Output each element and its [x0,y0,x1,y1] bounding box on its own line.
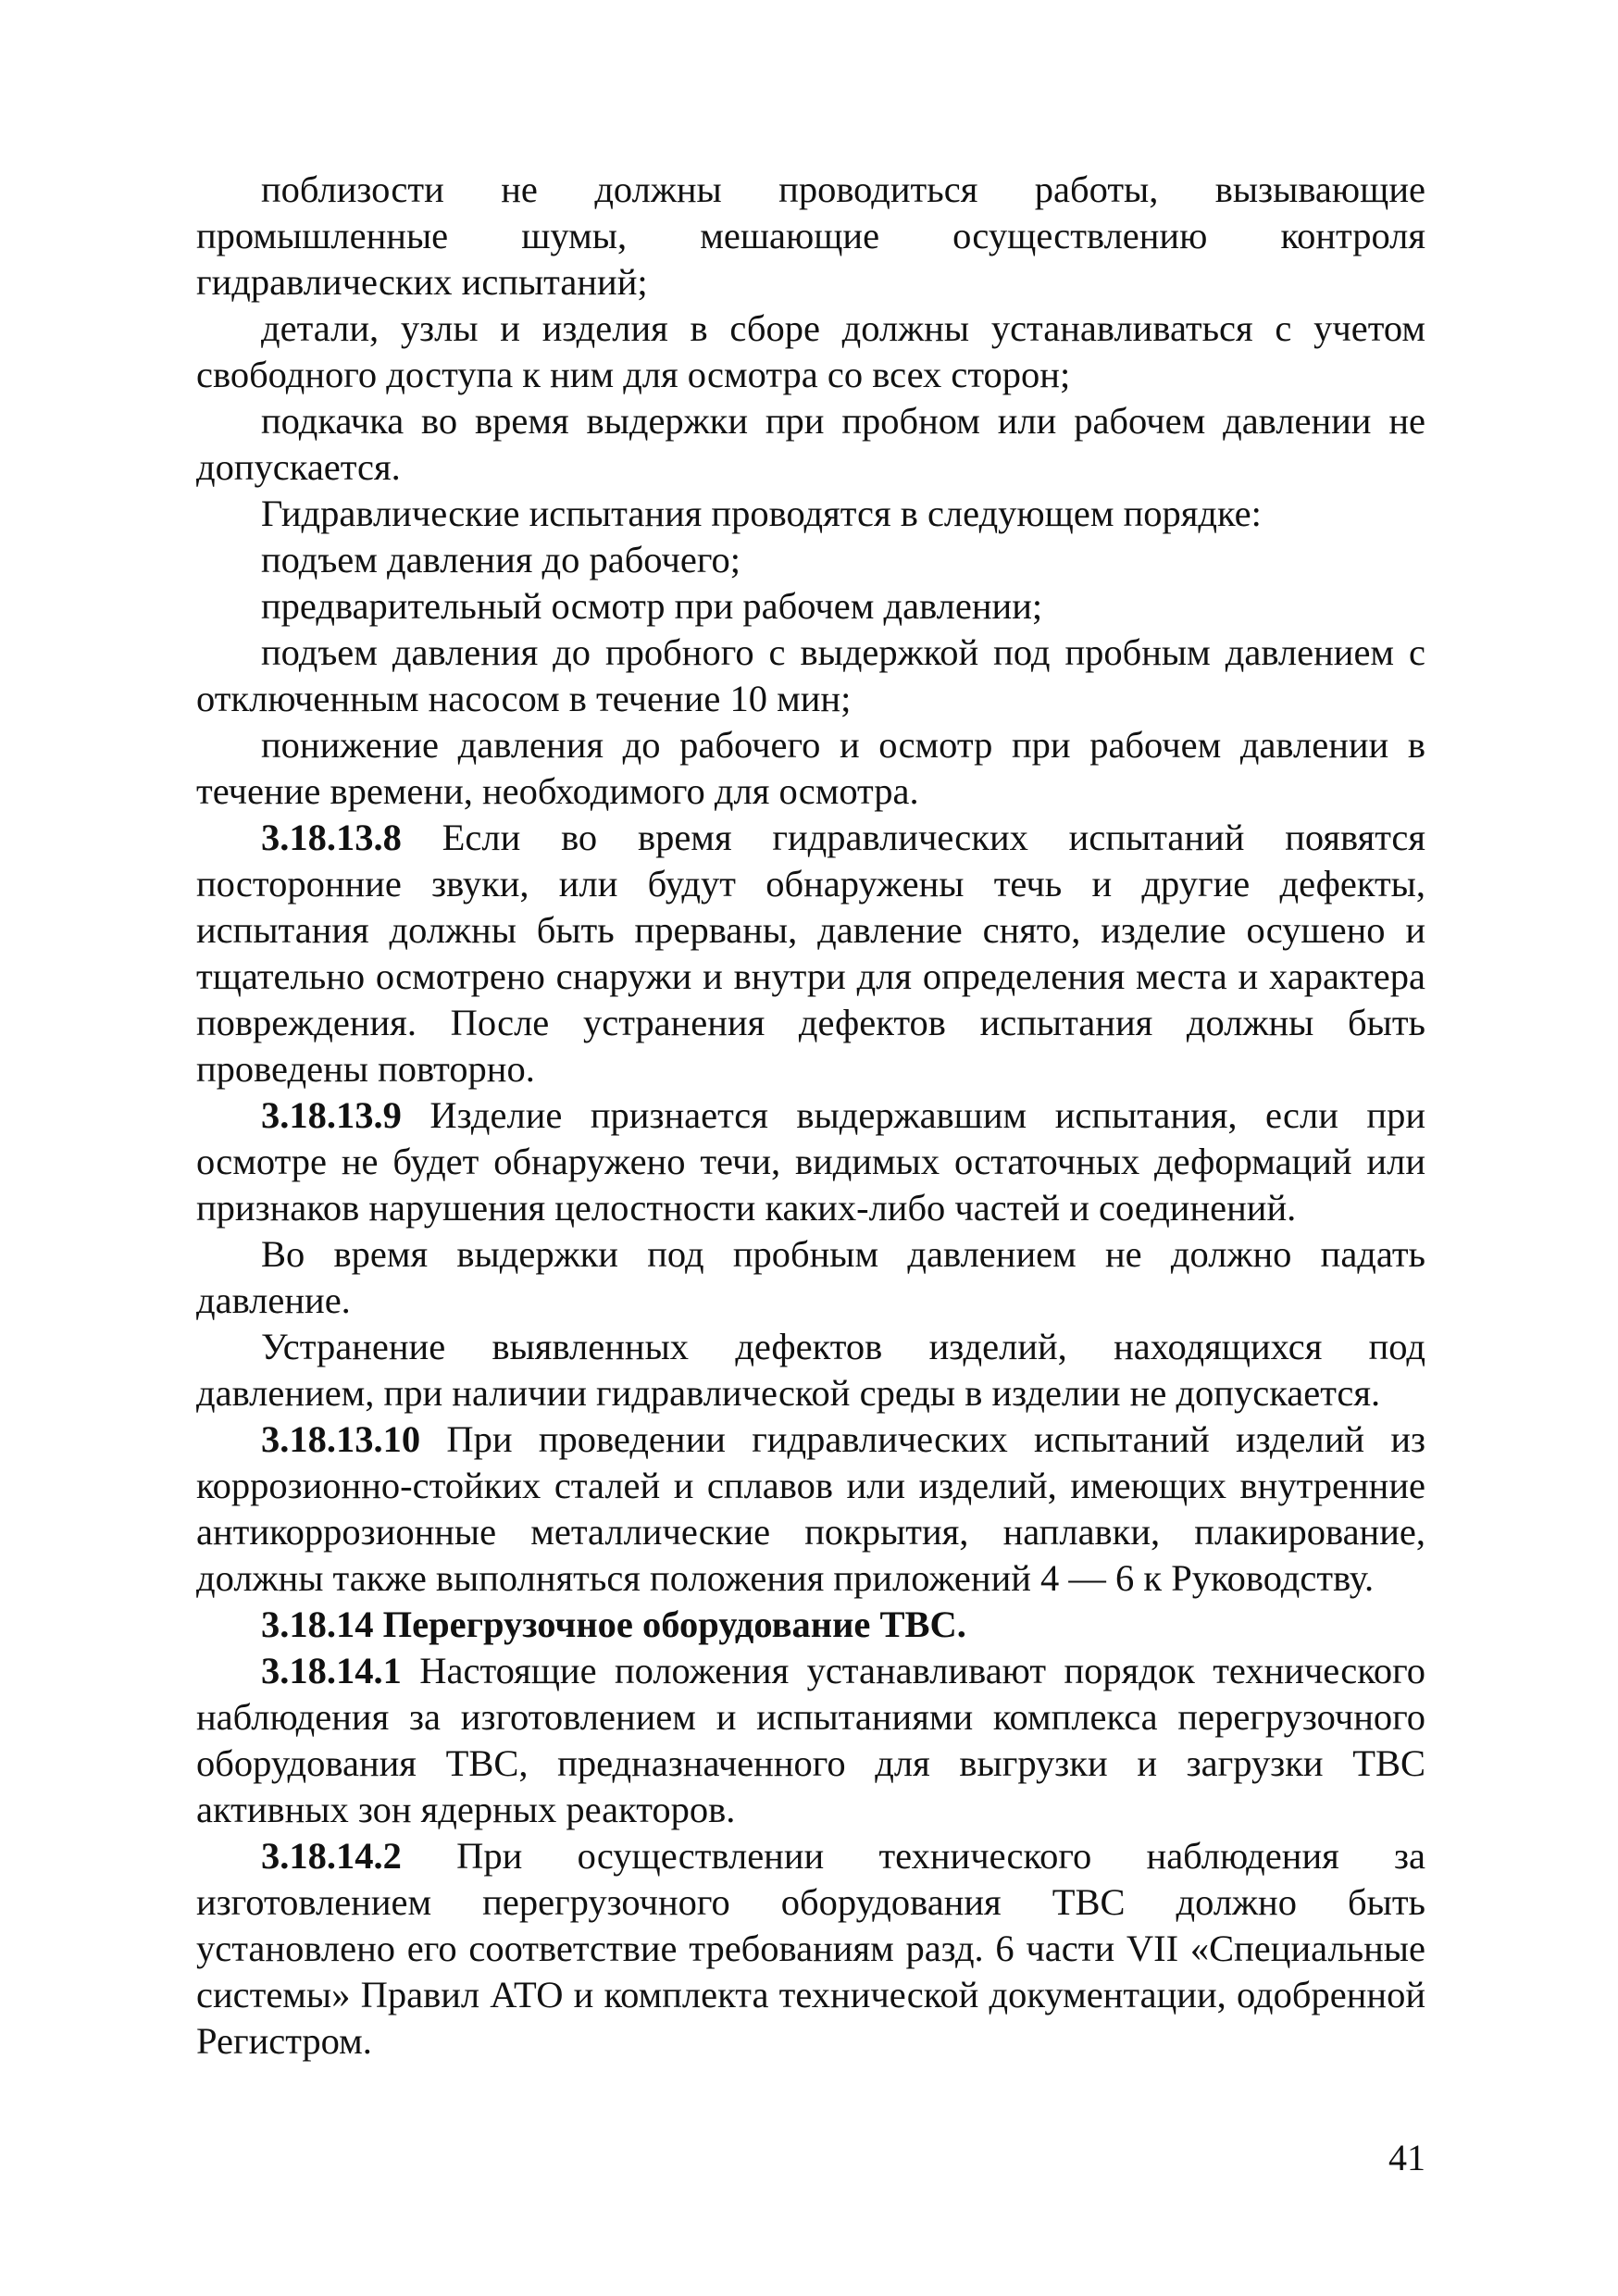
paragraph [196,1231,1425,1324]
page-number: 41 [1388,2137,1425,2178]
paragraph [196,398,1425,491]
paragraph-text: подъем давления до рабочего; [261,539,741,580]
paragraph [196,1416,1425,1602]
paragraph-text: Если во время гидравлических испытаний появятся посторонние звуки, или будут обнаружены течь и другие дефекты, испытания должны быть прерваны, давление снято, изделие осушено и тщательно осмотрено снаружи и внутри для определения места и характера повреждения. После устранения дефектов испытания должны быть проведены повторно. [196,817,1425,1090]
paragraph [196,1324,1425,1416]
paragraph [196,722,1425,815]
paragraph [196,1648,1425,1833]
paragraph-text: Устранение выявленных дефектов изделий, находящихся под давлением, при наличии гидравлической среды в изделии не допускается. [196,1326,1425,1414]
paragraph [196,815,1425,1092]
paragraph-text: предварительный осмотр при рабочем давлении; [261,585,1043,627]
paragraph-text: детали, узлы и изделия в сборе должны устанавливаться с учетом свободного доступа к ним для осмотра со всех сторон; [196,307,1425,395]
section-heading-text: 3.18.14 Перегрузочное оборудование ТВС. [261,1603,966,1645]
paragraph-text: При проведении гидравлических испытаний изделий из коррозионно-стойких сталей и сплавов или изделий, имеющих внутренние антикоррозионные металлические покрытия, наплавки, плакирование, должны также выполняться положения приложений 4 — 6 к Руководству. [196,1418,1425,1599]
paragraph-number: 3.18.13.10 [261,1418,421,1460]
paragraph-number: 3.18.13.9 [261,1094,402,1136]
paragraph-text: Изделие признается выдержавшим испытания, если при осмотре не будет обнаружено течи, видимых остаточных деформаций или признаков нарушения целостности каких-либо частей и соединений. [196,1094,1425,1229]
paragraph-text: подкачка во время выдержки при пробном или рабочем давлении не допускается. [196,400,1425,488]
document-body [196,167,1425,2065]
paragraph-text: При осуществлении технического наблюдения за изготовлением перегрузочного оборудования ТВС должно быть установлено его соответствие требованиям разд. 6 части VII «Специальные системы» Правил АТО и комплекта технической документации, одобренной Регистром. [196,1835,1425,2062]
paragraph-text: подъем давления до пробного с выдержкой под пробным давлением с отключенным насосом в течение 10 мин; [196,631,1425,719]
paragraph [196,491,1425,537]
paragraph [196,1092,1425,1231]
paragraph-number: 3.18.14.2 [261,1835,402,1877]
paragraph-text: поблизости не должны проводиться работы, вызывающие промышленные шумы, мешающие осуществлению контроля гидравлических испытаний; [196,168,1425,303]
paragraph [196,630,1425,722]
paragraph [196,537,1425,583]
section-heading [196,1602,1425,1648]
paragraph-text: понижение давления до рабочего и осмотр при рабочем давлении в течение времени, необходимого для осмотра. [196,724,1425,812]
paragraph-text: Во время выдержки под пробным давлением не должно падать давление. [196,1233,1425,1321]
paragraph [196,1833,1425,2065]
paragraph [196,167,1425,306]
paragraph-number: 3.18.13.8 [261,817,402,858]
paragraph-number: 3.18.14.1 [261,1650,402,1691]
paragraph-text: Настоящие положения устанавливают порядок технического наблюдения за изготовлением и испытаниями комплекса перегрузочного оборудования ТВС, предназначенного для выгрузки и загрузки ТВС активных зон ядерных реакторов. [196,1650,1425,1830]
paragraph-text: Гидравлические испытания проводятся в следующем порядке: [261,493,1262,534]
paragraph [196,306,1425,398]
paragraph [196,583,1425,630]
